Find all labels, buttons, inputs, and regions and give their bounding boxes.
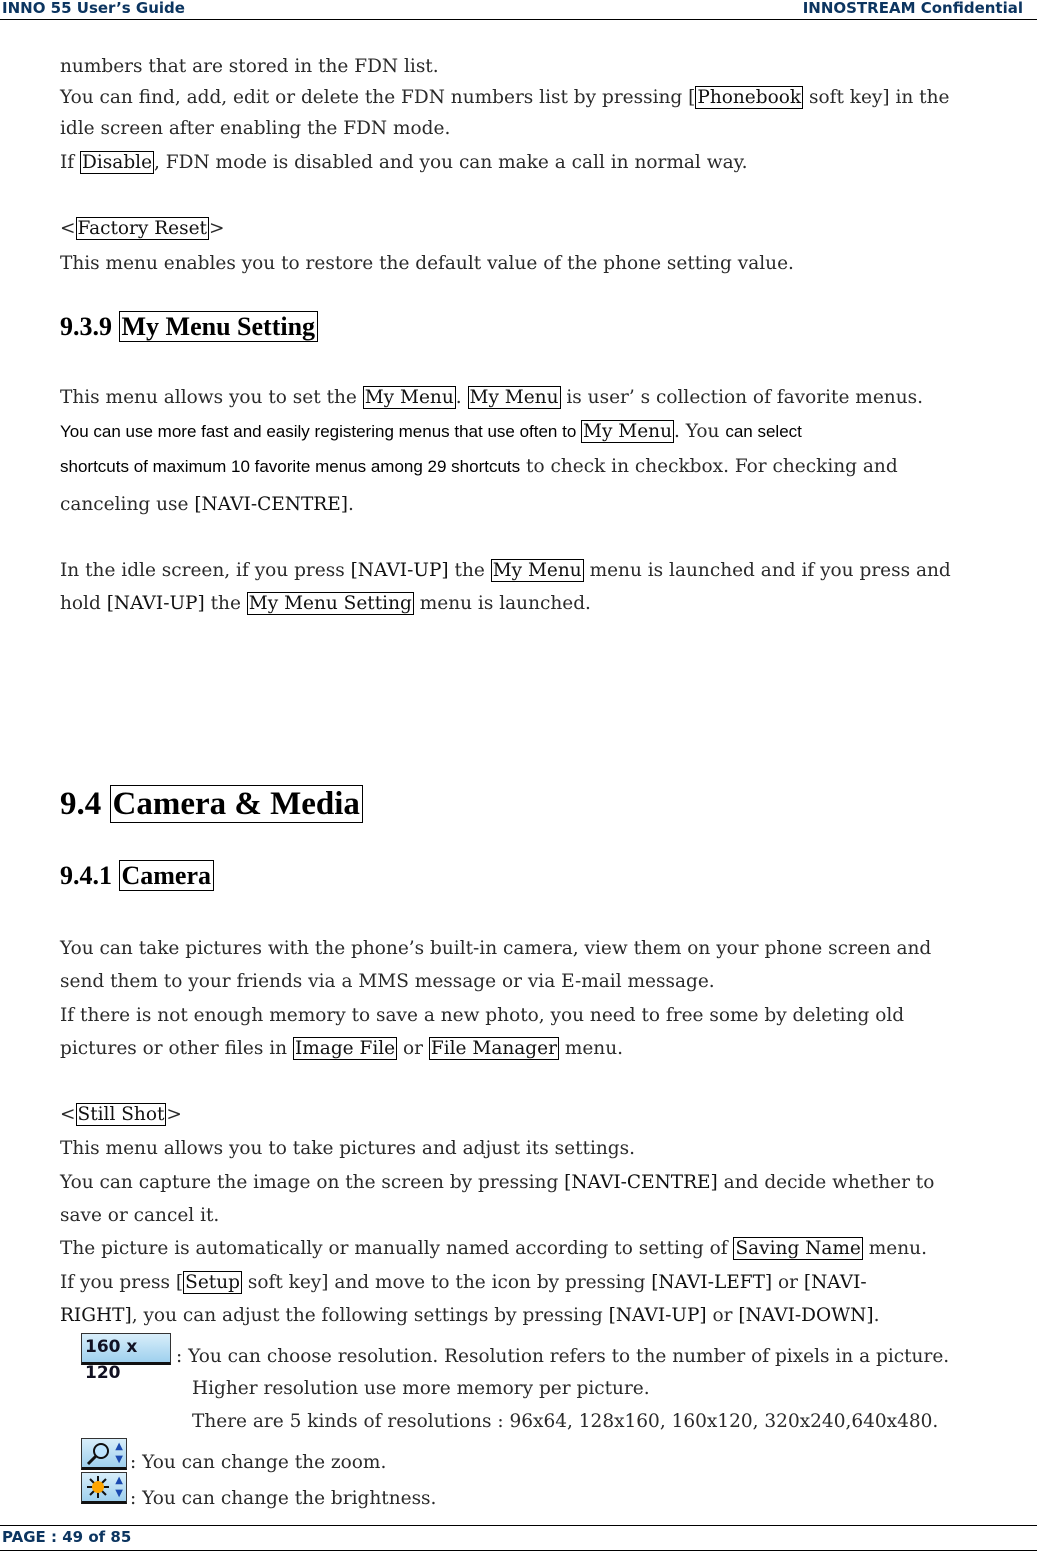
paragraph-line: If there is not enough memory to save a new photo, you need to free some by deleting old [60,1005,905,1026]
section-heading-94: 9.4 Camera & Media [60,786,363,823]
paragraph-line: send them to your friends via a MMS message or via E-mail message. [60,971,715,992]
factory-reset-heading: < Factory Reset > [60,218,225,239]
paragraph-line: If you press [ Setup soft key] and move to the icon by pressing [NAVI-LEFT] or [NAVI- [60,1272,867,1293]
paragraph-line: Higher resolution use more memory per picture. [192,1378,650,1399]
paragraph-line: You can capture the image on the screen by pressing [NAVI-CENTRE] and decide whether to [60,1172,935,1193]
paragraph-line: : You can change the brightness. [130,1488,437,1509]
zoom-icon: ▲ ▼ [81,1438,127,1470]
page-footer [0,1525,1037,1551]
paragraph-line: This menu allows you to take pictures and adjust its settings. [60,1138,636,1159]
paragraph-line: This menu allows you to set the My Menu . My Menu is user’ s collection of favorite menus. [60,387,923,408]
paragraph-line: : You can choose resolution. Resolution refers to the number of pixels in a picture. [176,1346,950,1367]
disable-ref: Disable [82,152,153,173]
phonebook-ref: Phonebook [697,87,802,108]
paragraph-line: The picture is automatically or manually named according to setting of Saving Name menu. [60,1238,927,1259]
paragraph-line: numbers that are stored in the FDN list. [60,56,439,77]
document-title: INNO 55 User’s Guide [2,0,185,17]
confidential-label: INNOSTREAM Confidential [802,0,1023,17]
paragraph-line: RIGHT], you can adjust the following settings by pressing [NAVI-UP] or [NAVI-DOWN]. [60,1305,880,1326]
section-heading-941: 9.4.1 Camera [60,861,214,891]
paragraph-line: You can find, add, edit or delete the FDN numbers list by pressing [ Phonebook soft key] in the [60,87,950,108]
brightness-icon: ▲ ▼ [81,1472,127,1504]
paragraph-line: pictures or other files in Image File or File Manager menu. [60,1038,624,1059]
still-shot-heading: < Still Shot > [60,1104,182,1125]
paragraph-line: canceling use [NAVI-CENTRE]. [60,494,354,515]
paragraph-line: There are 5 kinds of resolutions : 96x64, 128x160, 160x120, 320x240,640x480. [192,1411,939,1432]
paragraph-line: You can take pictures with the phone’s built-in camera, view them on your phone screen and [60,938,932,959]
paragraph-line: shortcuts of maximum 10 favorite menus among 29 shortcuts to check in checkbox. For checking and [60,456,898,477]
paragraph-line: : You can change the zoom. [130,1452,387,1473]
section-heading-939: 9.3.9 My Menu Setting [60,312,318,342]
paragraph-line: save or cancel it. [60,1205,220,1226]
resolution-icon: 160 x 120 [81,1333,171,1365]
paragraph-line: This menu enables you to restore the default value of the phone setting value. [60,253,794,274]
page-number: PAGE : 49 of 85 [2,1528,132,1546]
paragraph-line: hold [NAVI-UP] the My Menu Setting menu is launched. [60,593,591,614]
paragraph-line: idle screen after enabling the FDN mode. [60,118,451,139]
page-header [0,0,1037,20]
paragraph-line: In the idle screen, if you press [NAVI-UP] the My Menu menu is launched and if you press and [60,560,951,581]
paragraph-line: If Disable , FDN mode is disabled and you can make a call in normal way. [60,152,748,173]
paragraph-line: You can use more fast and easily registering menus that use often to My Menu . You can select [60,421,802,442]
